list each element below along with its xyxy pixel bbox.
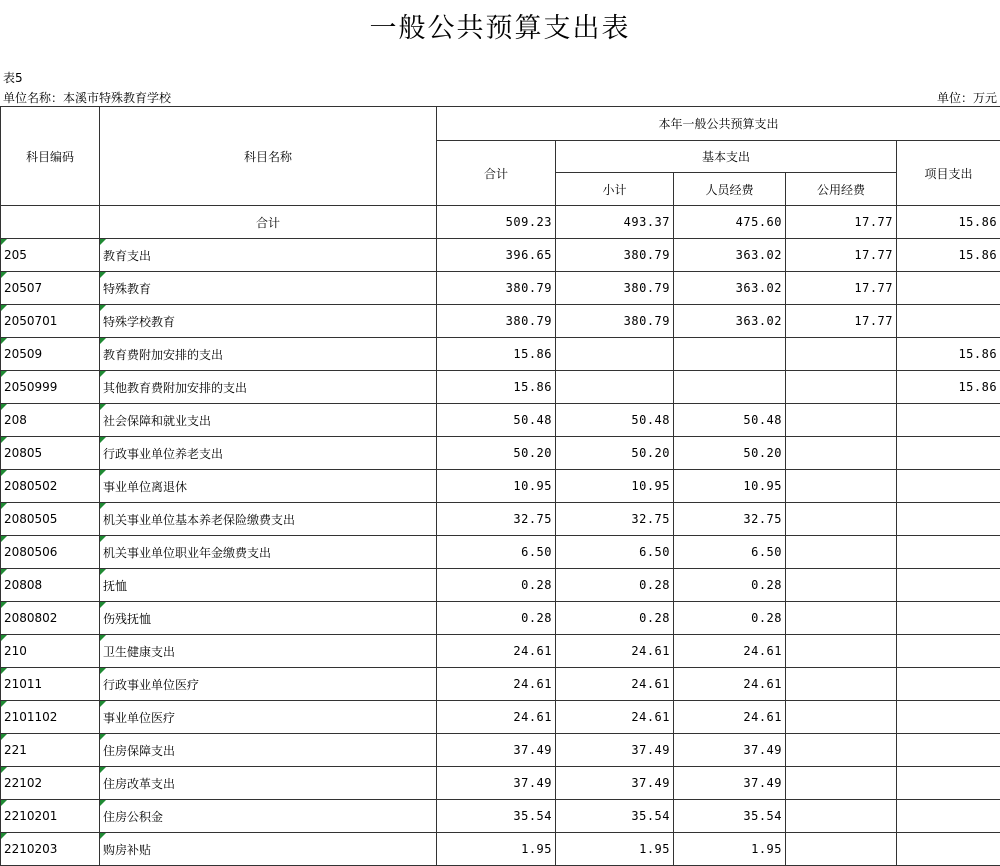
personnel-cell: 37.49 [674,767,786,800]
project-cell [897,536,1000,569]
code-cell: 21011 [1,668,100,701]
code-cell: 20507 [1,272,100,305]
code-cell: 221 [1,734,100,767]
table-row [1,338,1000,371]
project-cell [897,734,1000,767]
code-cell: 2210203 [1,833,100,866]
total-cell: 37.49 [437,734,556,767]
personnel-cell: 6.50 [674,536,786,569]
public-cell [786,668,897,701]
personnel-cell: 24.61 [674,635,786,668]
table-row [1,767,1000,800]
subtotal-cell [556,338,674,371]
table-row [1,239,1000,272]
total-cell: 24.61 [437,701,556,734]
total-cell: 32.75 [437,503,556,536]
project-cell [897,404,1000,437]
name-cell: 住房改革支出 [100,767,437,800]
table-row [1,800,1000,833]
code-cell: 210 [1,635,100,668]
project-cell [897,833,1000,866]
name-cell: 伤残抚恤 [100,602,437,635]
table-body [1,206,1000,866]
total-cell: 24.61 [437,635,556,668]
public-cell [786,767,897,800]
currency-unit: 单位：万元 [937,89,997,106]
personnel-cell: 10.95 [674,470,786,503]
personnel-cell: 37.49 [674,734,786,767]
table-row [1,371,1000,404]
project-cell [897,635,1000,668]
name-cell: 特殊学校教育 [100,305,437,338]
name-cell: 教育支出 [100,239,437,272]
header-public: 公用经费 [786,173,897,206]
table-row [1,305,1000,338]
public-cell: 17.77 [786,239,897,272]
header-group: 本年一般公共预算支出 [437,107,1000,141]
code-cell: 2080506 [1,536,100,569]
code-cell: 2050999 [1,371,100,404]
total-cell: 50.20 [437,437,556,470]
subtotal-cell: 50.48 [556,404,674,437]
project-cell: 15.86 [897,338,1000,371]
code-cell: 2050701 [1,305,100,338]
name-cell: 特殊教育 [100,272,437,305]
total-cell: 24.61 [437,668,556,701]
public-cell [786,701,897,734]
subtotal-cell: 380.79 [556,272,674,305]
table-row [1,635,1000,668]
header-subtotal: 小计 [556,173,674,206]
total-code-cell [1,206,100,239]
name-cell: 抚恤 [100,569,437,602]
total-row [1,206,1000,239]
personnel-cell: 24.61 [674,701,786,734]
name-cell: 机关事业单位基本养老保险缴费支出 [100,503,437,536]
header-name: 科目名称 [100,107,437,206]
public-cell [786,635,897,668]
code-cell: 20805 [1,437,100,470]
code-cell: 20509 [1,338,100,371]
subtotal-cell: 37.49 [556,734,674,767]
total-cell: 37.49 [437,767,556,800]
public-cell: 17.77 [786,272,897,305]
public-cell [786,833,897,866]
project-cell [897,800,1000,833]
personnel-cell: 363.02 [674,272,786,305]
code-cell: 205 [1,239,100,272]
name-cell: 卫生健康支出 [100,635,437,668]
subtotal-cell: 24.61 [556,635,674,668]
total-cell: 15.86 [437,371,556,404]
public-cell [786,503,897,536]
project-cell [897,503,1000,536]
subtotal-cell: 50.20 [556,437,674,470]
code-cell: 22102 [1,767,100,800]
name-cell: 其他教育费附加安排的支出 [100,371,437,404]
table-row [1,437,1000,470]
subtotal-cell: 24.61 [556,668,674,701]
subtotal-cell: 10.95 [556,470,674,503]
total-cell: 0.28 [437,569,556,602]
personnel-cell: 24.61 [674,668,786,701]
subtotal-cell: 1.95 [556,833,674,866]
name-cell: 行政事业单位养老支出 [100,437,437,470]
public-cell: 17.77 [786,206,897,239]
personnel-cell: 363.02 [674,239,786,272]
code-cell: 2080502 [1,470,100,503]
table-row [1,272,1000,305]
personnel-cell: 363.02 [674,305,786,338]
project-cell [897,305,1000,338]
public-cell [786,470,897,503]
total-cell: 35.54 [437,800,556,833]
total-cell: 509.23 [437,206,556,239]
table-row [1,470,1000,503]
table-row [1,668,1000,701]
public-cell [786,338,897,371]
code-cell: 2080802 [1,602,100,635]
subtotal-cell: 0.28 [556,602,674,635]
personnel-cell: 35.54 [674,800,786,833]
subtotal-cell: 380.79 [556,239,674,272]
header-basic: 基本支出 [556,141,897,173]
code-cell: 2080505 [1,503,100,536]
table-row [1,602,1000,635]
total-cell: 380.79 [437,305,556,338]
project-cell [897,701,1000,734]
name-cell: 行政事业单位医疗 [100,668,437,701]
header-personnel: 人员经费 [674,173,786,206]
subtotal-cell: 24.61 [556,701,674,734]
public-cell [786,437,897,470]
personnel-cell: 0.28 [674,602,786,635]
table-row [1,503,1000,536]
table-header [1,107,1000,206]
personnel-cell: 1.95 [674,833,786,866]
subtotal-cell: 380.79 [556,305,674,338]
project-cell: 15.86 [897,371,1000,404]
public-cell [786,404,897,437]
personnel-cell [674,338,786,371]
project-cell [897,602,1000,635]
subtotal-cell: 0.28 [556,569,674,602]
subtotal-cell: 32.75 [556,503,674,536]
subtotal-cell [556,371,674,404]
name-cell: 社会保障和就业支出 [100,404,437,437]
project-cell [897,437,1000,470]
total-cell: 15.86 [437,338,556,371]
total-cell: 10.95 [437,470,556,503]
code-cell: 2210201 [1,800,100,833]
public-cell [786,734,897,767]
total-cell: 1.95 [437,833,556,866]
subtotal-cell: 35.54 [556,800,674,833]
project-cell: 15.86 [897,239,1000,272]
subtotal-cell: 37.49 [556,767,674,800]
project-cell [897,668,1000,701]
total-cell: 380.79 [437,272,556,305]
public-cell [786,569,897,602]
public-cell [786,800,897,833]
table-row [1,734,1000,767]
table-row [1,701,1000,734]
table-row [1,569,1000,602]
subtotal-cell: 6.50 [556,536,674,569]
project-cell: 15.86 [897,206,1000,239]
code-cell: 2101102 [1,701,100,734]
personnel-cell: 50.48 [674,404,786,437]
page-title: 一般公共预算支出表 [0,6,1000,45]
name-cell: 机关事业单位职业年金缴费支出 [100,536,437,569]
header-project: 项目支出 [897,141,1000,206]
total-label: 合计 [100,206,437,239]
public-cell [786,371,897,404]
public-cell [786,536,897,569]
public-cell [786,602,897,635]
personnel-cell: 0.28 [674,569,786,602]
total-cell: 50.48 [437,404,556,437]
project-cell [897,569,1000,602]
public-cell: 17.77 [786,305,897,338]
code-cell: 208 [1,404,100,437]
header-total: 合计 [437,141,556,206]
name-cell: 教育费附加安排的支出 [100,338,437,371]
budget-table [0,106,1000,866]
header-code: 科目编码 [1,107,100,206]
code-cell: 20808 [1,569,100,602]
total-cell: 6.50 [437,536,556,569]
unit-name: 单位名称：本溪市特殊教育学校 [3,89,171,106]
name-cell: 住房保障支出 [100,734,437,767]
project-cell [897,470,1000,503]
table-row [1,404,1000,437]
subtotal-cell: 493.37 [556,206,674,239]
project-cell [897,272,1000,305]
project-cell [897,767,1000,800]
name-cell: 事业单位离退休 [100,470,437,503]
personnel-cell: 50.20 [674,437,786,470]
name-cell: 事业单位医疗 [100,701,437,734]
personnel-cell [674,371,786,404]
name-cell: 住房公积金 [100,800,437,833]
table-number: 表5 [3,69,23,86]
table-row [1,833,1000,866]
total-cell: 396.65 [437,239,556,272]
personnel-cell: 32.75 [674,503,786,536]
personnel-cell: 475.60 [674,206,786,239]
name-cell: 购房补贴 [100,833,437,866]
total-cell: 0.28 [437,602,556,635]
table-row [1,536,1000,569]
